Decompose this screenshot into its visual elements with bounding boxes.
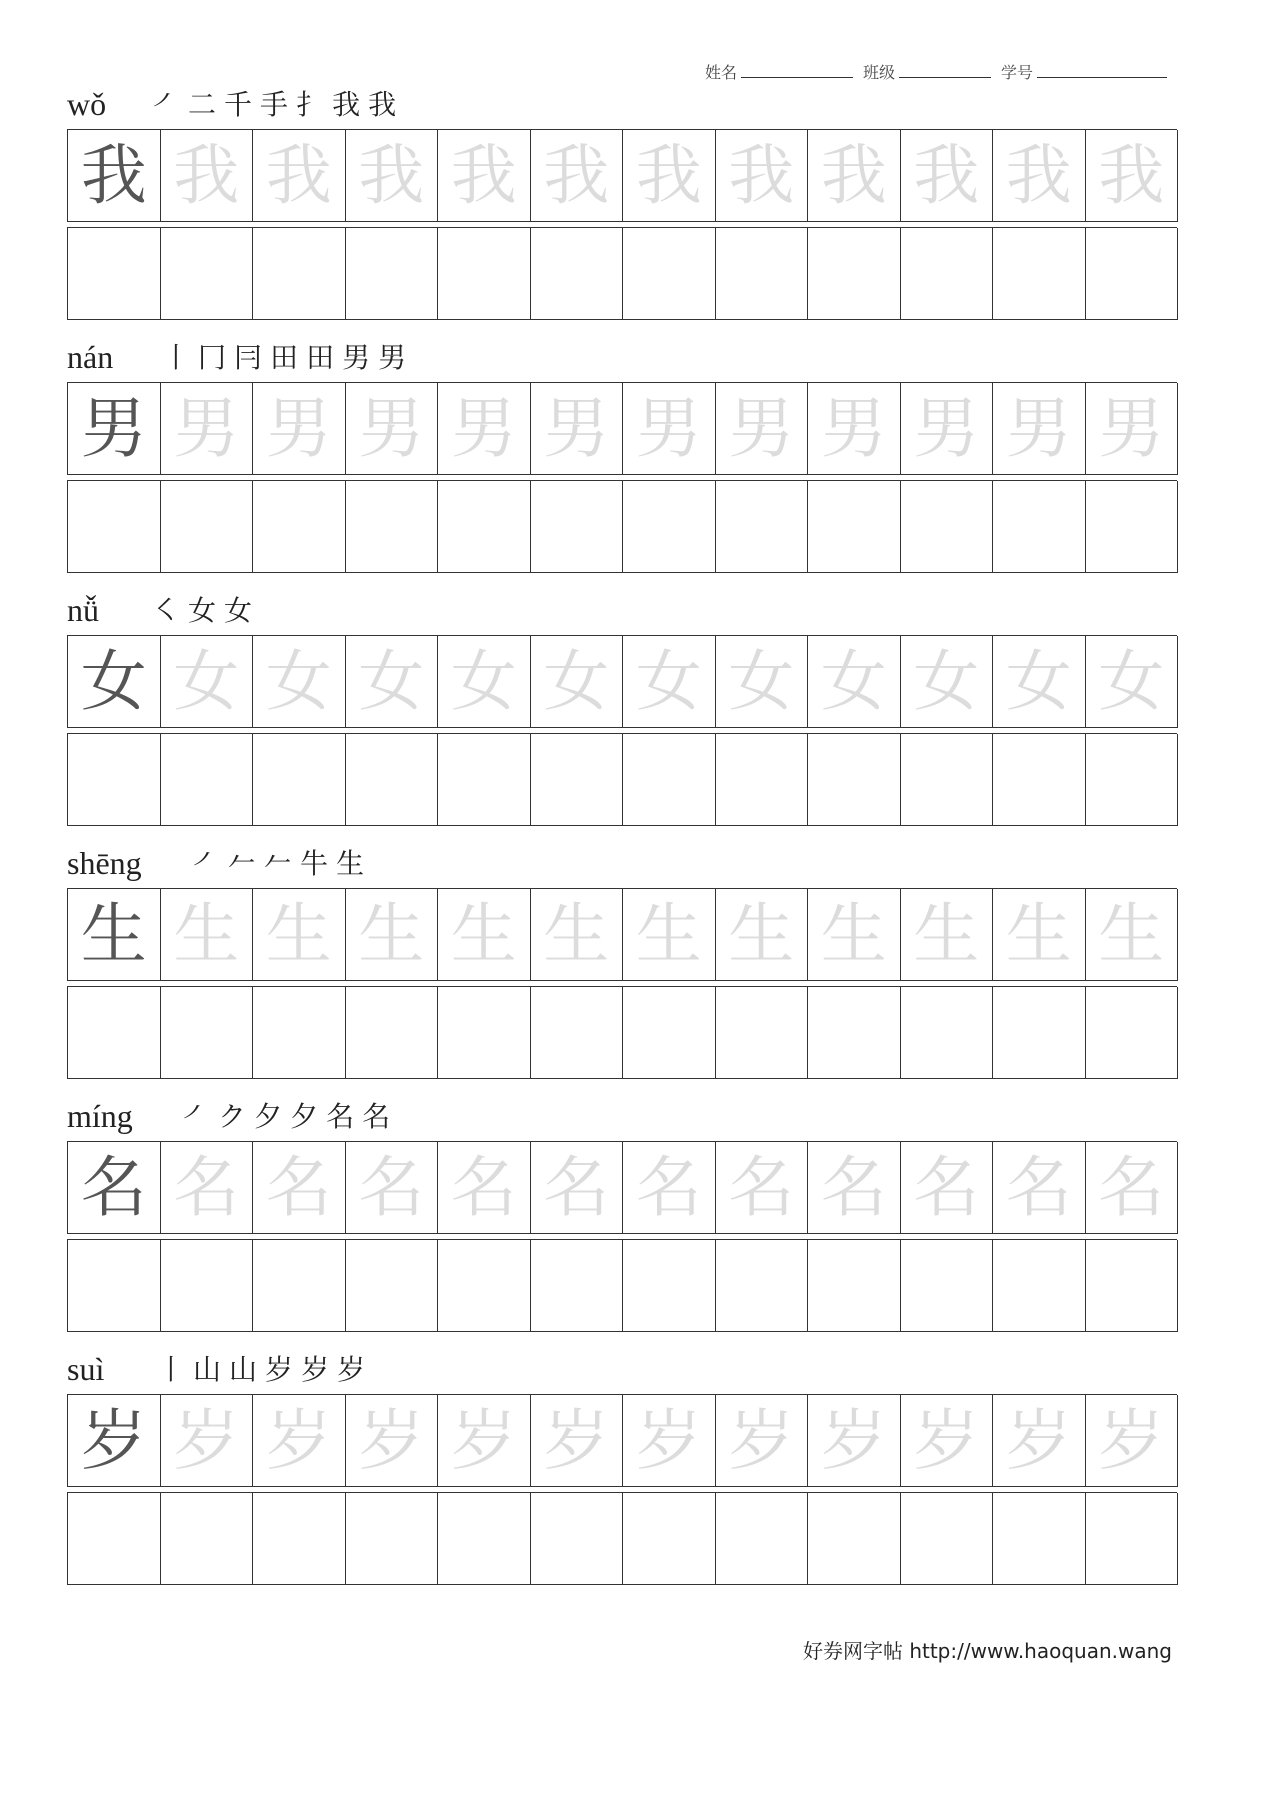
writing-cell[interactable] — [1086, 987, 1179, 1079]
trace-character: 岁 — [161, 1395, 254, 1487]
writing-cell[interactable] — [1086, 734, 1179, 826]
stroke-order — [152, 83, 396, 123]
writing-cell[interactable] — [346, 481, 439, 573]
blank-grid — [67, 227, 1177, 320]
trace-character: 我 — [716, 130, 809, 222]
trace-character: 生 — [808, 889, 901, 981]
writing-cell[interactable] — [1086, 1493, 1179, 1585]
trace-character: 女 — [346, 636, 439, 728]
stroke-step: 生 — [336, 847, 365, 880]
writing-cell[interactable] — [901, 1240, 994, 1332]
stroke-step: 丨 — [157, 1353, 186, 1386]
trace-character: 生 — [901, 889, 994, 981]
practice-section — [67, 844, 1177, 1079]
trace-character: 名 — [531, 1142, 624, 1234]
stroke-step: 岁 — [337, 1353, 366, 1386]
stroke-step: 名 — [362, 1100, 391, 1133]
class-label: 班级 — [862, 63, 895, 82]
writing-cell[interactable] — [808, 987, 901, 1079]
pinyin-label: míng — [67, 1098, 133, 1134]
trace-character: 岁 — [531, 1395, 624, 1487]
class-blank[interactable] — [899, 61, 991, 78]
trace-grid — [67, 382, 1177, 475]
trace-character: 男 — [531, 383, 624, 475]
trace-character: 生 — [531, 889, 624, 981]
writing-cell[interactable] — [253, 481, 346, 573]
writing-cell[interactable] — [253, 987, 346, 1079]
writing-cell[interactable] — [68, 481, 161, 573]
stroke-step: 二 — [188, 88, 217, 121]
trace-character: 名 — [808, 1142, 901, 1234]
writing-cell[interactable] — [438, 1493, 531, 1585]
writing-cell[interactable] — [253, 1240, 346, 1332]
stroke-step: 手 — [260, 88, 289, 121]
trace-character: 我 — [531, 130, 624, 222]
trace-character: 女 — [808, 636, 901, 728]
section-title-line — [67, 85, 1177, 129]
writing-cell[interactable] — [993, 987, 1086, 1079]
writing-cell[interactable] — [1086, 1240, 1179, 1332]
trace-character: 岁 — [1086, 1395, 1179, 1487]
writing-cell[interactable] — [623, 481, 716, 573]
section-title-line — [67, 1350, 1177, 1394]
blank-grid — [67, 1492, 1177, 1585]
stroke-step: 田 — [270, 341, 299, 374]
writing-cell[interactable] — [808, 228, 901, 320]
writing-cell[interactable] — [253, 228, 346, 320]
writing-cell[interactable] — [808, 734, 901, 826]
writing-cell[interactable] — [623, 228, 716, 320]
pinyin-label: suì — [67, 1351, 105, 1387]
writing-cell[interactable] — [716, 734, 809, 826]
trace-character: 名 — [161, 1142, 254, 1234]
pinyin-label: nǚ — [67, 592, 99, 628]
writing-cell[interactable] — [438, 228, 531, 320]
trace-character: 男 — [438, 383, 531, 475]
trace-character: 名 — [438, 1142, 531, 1234]
writing-cell[interactable] — [531, 481, 624, 573]
stroke-step: 𠂉 — [228, 847, 257, 880]
stroke-order — [182, 1095, 390, 1135]
writing-cell[interactable] — [716, 481, 809, 573]
trace-character: 名 — [253, 1142, 346, 1234]
writing-cell[interactable] — [993, 1493, 1086, 1585]
writing-cell[interactable] — [68, 1240, 161, 1332]
writing-cell[interactable] — [993, 228, 1086, 320]
writing-cell[interactable] — [531, 987, 624, 1079]
stroke-order — [192, 842, 364, 882]
writing-cell[interactable] — [716, 228, 809, 320]
trace-grid — [67, 1141, 1177, 1234]
trace-character: 男 — [1086, 383, 1179, 475]
stroke-step: ㇒ — [152, 88, 181, 121]
writing-cell[interactable] — [901, 481, 994, 573]
trace-character: 男 — [808, 383, 901, 475]
trace-character: 我 — [253, 130, 346, 222]
stroke-step: 女 — [224, 594, 253, 627]
trace-character: 生 — [161, 889, 254, 981]
stroke-step: 扌 — [296, 88, 325, 121]
trace-character: 女 — [1086, 636, 1179, 728]
writing-cell[interactable] — [68, 228, 161, 320]
id-blank[interactable] — [1037, 61, 1167, 78]
stroke-step: 名 — [326, 1100, 355, 1133]
stroke-step: 女 — [188, 594, 217, 627]
practice-section — [67, 591, 1177, 826]
trace-character: 我 — [993, 130, 1086, 222]
trace-character: 男 — [346, 383, 439, 475]
trace-character: 生 — [716, 889, 809, 981]
trace-character: 我 — [161, 130, 254, 222]
blank-grid — [67, 986, 1177, 1079]
stroke-order — [152, 589, 252, 629]
writing-cell[interactable] — [901, 734, 994, 826]
writing-cell[interactable] — [901, 1493, 994, 1585]
trace-character: 名 — [346, 1142, 439, 1234]
writing-cell[interactable] — [161, 1240, 254, 1332]
writing-cell[interactable] — [808, 1240, 901, 1332]
writing-cell[interactable] — [808, 1493, 901, 1585]
writing-cell[interactable] — [161, 987, 254, 1079]
trace-character: 名 — [901, 1142, 994, 1234]
section-title-line — [67, 1097, 1177, 1141]
writing-cell[interactable] — [993, 1240, 1086, 1332]
stroke-step: 岁 — [265, 1353, 294, 1386]
writing-cell[interactable] — [716, 1240, 809, 1332]
practice-section — [67, 1350, 1177, 1585]
blank-grid — [67, 1239, 1177, 1332]
stroke-step: ㇒ — [182, 1100, 211, 1133]
stroke-step: 千 — [224, 88, 253, 121]
stroke-step: 山 — [229, 1353, 258, 1386]
writing-cell[interactable] — [1086, 481, 1179, 573]
model-character: 女 — [68, 636, 161, 728]
stroke-step: 山 — [193, 1353, 222, 1386]
writing-cell[interactable] — [346, 734, 439, 826]
writing-cell[interactable] — [346, 228, 439, 320]
writing-cell[interactable] — [623, 987, 716, 1079]
trace-character: 女 — [253, 636, 346, 728]
trace-character: 我 — [438, 130, 531, 222]
section-title-line — [67, 591, 1177, 635]
writing-cell[interactable] — [161, 481, 254, 573]
trace-character: 我 — [1086, 130, 1179, 222]
stroke-step: 丨 — [162, 341, 191, 374]
trace-character: 女 — [901, 636, 994, 728]
stroke-step: 男 — [342, 341, 371, 374]
trace-character: 生 — [346, 889, 439, 981]
trace-character: 名 — [716, 1142, 809, 1234]
trace-character: 女 — [716, 636, 809, 728]
footer-url[interactable]: http://www.haoquan.wang — [909, 1639, 1172, 1663]
model-character: 男 — [68, 383, 161, 475]
writing-cell[interactable] — [253, 734, 346, 826]
trace-character: 生 — [438, 889, 531, 981]
trace-character: 生 — [993, 889, 1086, 981]
trace-character: 岁 — [438, 1395, 531, 1487]
writing-cell[interactable] — [623, 734, 716, 826]
practice-section — [67, 338, 1177, 573]
trace-character: 男 — [253, 383, 346, 475]
trace-character: 岁 — [901, 1395, 994, 1487]
writing-cell[interactable] — [716, 1493, 809, 1585]
trace-character: 女 — [438, 636, 531, 728]
stroke-step: 我 — [368, 88, 397, 121]
trace-character: 女 — [993, 636, 1086, 728]
student-info-header — [705, 60, 1173, 83]
trace-character: 女 — [161, 636, 254, 728]
stroke-step: 田 — [306, 341, 335, 374]
stroke-step: 岁 — [301, 1353, 330, 1386]
writing-cell[interactable] — [253, 1493, 346, 1585]
writing-cell[interactable] — [438, 1240, 531, 1332]
model-character: 我 — [68, 130, 161, 222]
trace-character: 岁 — [346, 1395, 439, 1487]
trace-character: 岁 — [253, 1395, 346, 1487]
writing-cell[interactable] — [531, 1493, 624, 1585]
stroke-step: 我 — [332, 88, 361, 121]
footer-brand: 好券网字帖 — [802, 1639, 903, 1663]
model-character: 岁 — [68, 1395, 161, 1487]
writing-cell[interactable] — [438, 987, 531, 1079]
writing-cell[interactable] — [623, 1240, 716, 1332]
trace-grid — [67, 1394, 1177, 1487]
stroke-step: ク — [218, 1100, 247, 1133]
writing-cell[interactable] — [901, 987, 994, 1079]
stroke-step: 𠂉 — [264, 847, 293, 880]
trace-character: 生 — [253, 889, 346, 981]
stroke-order — [157, 1348, 365, 1388]
writing-cell[interactable] — [993, 481, 1086, 573]
practice-section — [67, 85, 1177, 320]
pinyin-label: wǒ — [67, 86, 107, 122]
writing-cell[interactable] — [68, 734, 161, 826]
trace-character: 名 — [993, 1142, 1086, 1234]
writing-cell[interactable] — [161, 228, 254, 320]
writing-cell[interactable] — [68, 1493, 161, 1585]
trace-character: 名 — [1086, 1142, 1179, 1234]
writing-cell[interactable] — [346, 987, 439, 1079]
writing-cell[interactable] — [346, 1493, 439, 1585]
writing-cell[interactable] — [346, 1240, 439, 1332]
trace-character: 女 — [531, 636, 624, 728]
trace-character: 我 — [808, 130, 901, 222]
writing-cell[interactable] — [531, 228, 624, 320]
stroke-step: ㇒ — [192, 847, 221, 880]
name-blank[interactable] — [741, 61, 853, 78]
trace-character: 我 — [346, 130, 439, 222]
blank-grid — [67, 733, 1177, 826]
trace-character: 男 — [623, 383, 716, 475]
trace-character: 岁 — [716, 1395, 809, 1487]
trace-character: 男 — [161, 383, 254, 475]
stroke-step: 冃 — [234, 341, 263, 374]
writing-cell[interactable] — [438, 734, 531, 826]
writing-cell[interactable] — [68, 987, 161, 1079]
stroke-step: 牛 — [300, 847, 329, 880]
trace-grid — [67, 888, 1177, 981]
section-title-line — [67, 844, 1177, 888]
footer — [803, 1635, 1172, 1664]
id-label: 学号 — [1000, 63, 1033, 82]
pinyin-label: nán — [67, 339, 114, 375]
stroke-step: 男 — [378, 341, 407, 374]
stroke-step: 夕 — [254, 1100, 283, 1133]
model-character: 生 — [68, 889, 161, 981]
trace-grid — [67, 129, 1177, 222]
writing-cell[interactable] — [531, 1240, 624, 1332]
trace-character: 男 — [716, 383, 809, 475]
stroke-step: 冂 — [198, 341, 227, 374]
stroke-order — [162, 336, 406, 376]
trace-character: 岁 — [808, 1395, 901, 1487]
writing-cell[interactable] — [161, 1493, 254, 1585]
writing-cell[interactable] — [808, 481, 901, 573]
writing-cell[interactable] — [901, 228, 994, 320]
trace-character: 我 — [901, 130, 994, 222]
trace-grid — [67, 635, 1177, 728]
stroke-step: 夕 — [290, 1100, 319, 1133]
section-title-line — [67, 338, 1177, 382]
blank-grid — [67, 480, 1177, 573]
writing-cell[interactable] — [993, 734, 1086, 826]
trace-character: 我 — [623, 130, 716, 222]
writing-cell[interactable] — [623, 1493, 716, 1585]
trace-character: 名 — [623, 1142, 716, 1234]
trace-character: 岁 — [993, 1395, 1086, 1487]
name-label: 姓名 — [704, 63, 737, 82]
writing-cell[interactable] — [531, 734, 624, 826]
trace-character: 生 — [1086, 889, 1179, 981]
writing-cell[interactable] — [716, 987, 809, 1079]
trace-character: 男 — [993, 383, 1086, 475]
stroke-step: ㇛ — [152, 594, 181, 627]
pinyin-label: shēng — [67, 845, 142, 881]
writing-cell[interactable] — [1086, 228, 1179, 320]
writing-cell[interactable] — [438, 481, 531, 573]
model-character: 名 — [68, 1142, 161, 1234]
trace-character: 男 — [901, 383, 994, 475]
writing-cell[interactable] — [161, 734, 254, 826]
trace-character: 岁 — [623, 1395, 716, 1487]
trace-character: 生 — [623, 889, 716, 981]
trace-character: 女 — [623, 636, 716, 728]
practice-section — [67, 1097, 1177, 1332]
